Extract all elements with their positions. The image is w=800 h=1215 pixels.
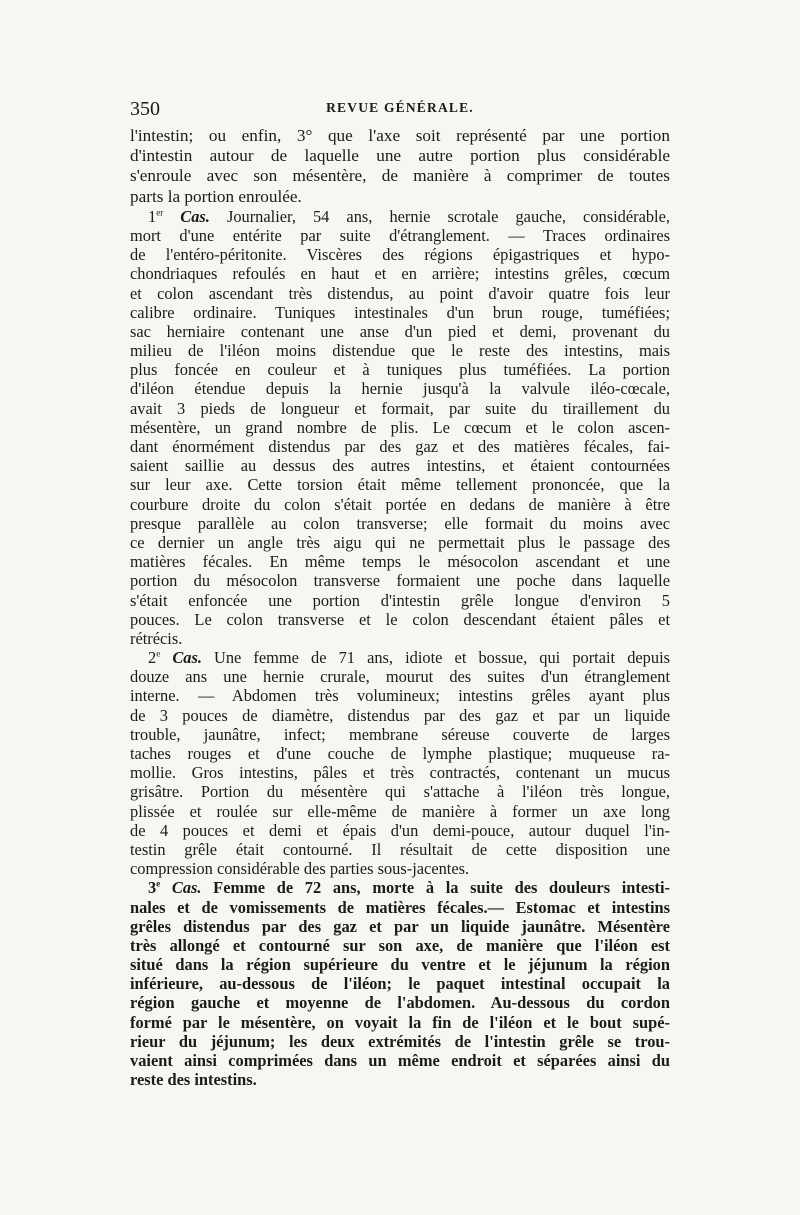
text-line: de l'entéro-péritonite. Viscères des régions épigastriques et hypo- <box>130 245 670 265</box>
page-number: 350 <box>130 98 160 120</box>
text-line: testin grêle était contourné. Il résultait de cette disposition une <box>130 839 670 859</box>
text-line: milieu de l'iléon moins distendue que le reste des intestins, mais <box>130 341 670 361</box>
running-head <box>130 98 670 124</box>
text-line: plissée et roulée sur elle-même de manière à former un axe long <box>130 801 670 821</box>
text-line: s'enroule avec son mésentère, de manière à comprimer de toutes <box>130 166 670 186</box>
text-line: chondriaques refoulés en haut et en arrière; intestins grêles, cœcum <box>130 264 670 284</box>
text-line: d'iléon étendue depuis la hernie jusqu'à la valvule iléo-cœcale, <box>130 379 670 399</box>
text-line: presque parallèle au colon transverse; elle formait du moins avec <box>130 513 670 533</box>
line-text: Journalier, 54 ans, hernie scrotale gauche, considérable, <box>209 206 670 226</box>
text-line: vaient ainsi comprimées dans un même endroit et séparées ainsi du <box>130 1051 670 1070</box>
text-line: interne. — Abdomen très volumineux; intestins grêles ayant plus <box>130 686 670 706</box>
case-suffix: er <box>156 207 164 218</box>
text-line: région gauche et moyenne de l'abdomen. Au-dessous du cordon <box>130 993 670 1013</box>
text-line: très allongé et contourné sur son axe, de manière que l'iléon est <box>130 935 670 955</box>
text-line: dant énormément distendus par des gaz et des matières fécales, fai- <box>130 437 670 456</box>
case-number: 3 <box>148 878 157 898</box>
body-text <box>130 126 670 1089</box>
text-line: et colon ascendant très distendus, au point d'avoir quatre fois leur <box>130 283 670 303</box>
text-line: parts la portion enroulée. <box>130 186 302 206</box>
text-line: de 3 pouces de diamètre, distendus par des gaz et par un liquide <box>130 705 670 725</box>
text-line: rieur du jéjunum; les deux extrémités de l'intestin grêle se trou- <box>130 1031 670 1051</box>
line-text: Femme de 72 ans, morte à la suite des douleurs intesti- <box>201 878 670 898</box>
text-line: inférieure, au-dessous de l'iléon; le paquet intestinal occupait la <box>130 974 670 994</box>
text-line: grêles distendus par des gaz et par un liquide jaunâtre. Mésentère <box>130 916 670 936</box>
text-line: mollie. Gros intestins, pâles et très contractés, contenant un mucus <box>130 763 670 783</box>
text-line: mort d'une entérite par suite d'étranglement. — Traces ordinaires <box>130 225 670 245</box>
text-line: reste des intestins. <box>130 1070 257 1090</box>
case-suffix: e <box>156 878 161 889</box>
paragraph-case-1 <box>130 207 670 648</box>
text-line: l'intestin; ou enfin, 3° que l'axe soit représenté par une portion <box>130 126 670 145</box>
paragraph-case-3 <box>130 878 670 1089</box>
case-suffix: e <box>156 648 161 659</box>
text-line: situé dans la région supérieure du ventre et le jéjunum la région <box>130 955 670 975</box>
text-line: saient saillie au dessus des autres intestins, et étaient contournées <box>130 456 670 476</box>
text-line: taches rouges et d'une couche de lymphe plastique; muqueuse ra- <box>130 744 670 763</box>
text-line: mésentère, un grand nombre de plis. Le cœcum et le colon ascen- <box>130 417 670 437</box>
text-line: trouble, jaunâtre, infect; membrane séreuse couverte de larges <box>130 724 670 744</box>
paragraph-intro <box>130 126 670 207</box>
text-line <box>130 207 670 226</box>
text-line: sur leur axe. Cette torsion était même tellement prononcée, que la <box>130 475 670 495</box>
text-line: pouces. Le colon transverse et le colon descendant étaient pâles et <box>130 609 670 629</box>
case-label: Cas. <box>172 648 202 668</box>
case-label: Cas. <box>180 206 210 226</box>
text-line: douze ans une hernie crurale, mourut des suites d'un étranglement <box>130 667 670 687</box>
text-line: compression considérable des parties sous-jacentes. <box>130 859 470 879</box>
text-line: avait 3 pieds de longueur et formait, par suite du tiraillement du <box>130 398 670 418</box>
text-line: calibre ordinaire. Tuniques intestinales d'un brun rouge, tuméfiées; <box>130 302 670 322</box>
text-line: ce dernier un angle très aigu qui ne permettait plus le passage des <box>130 532 670 552</box>
text-line: matières fécales. En même temps le mésocolon ascendant et une <box>130 552 670 572</box>
text-line <box>130 648 670 667</box>
text-line <box>130 878 670 897</box>
text-line: courbure droite du colon s'était portée en dedans de manière à être <box>130 494 670 514</box>
text-line: sac herniaire contenant une anse d'un pied et demi, provenant du <box>130 321 670 341</box>
paragraph-case-2 <box>130 648 670 878</box>
line-text: Une femme de 71 ans, idiote et bossue, qui portait depuis <box>201 648 670 668</box>
text-line: nales et de vomissements de matières fécales.— Estomac et intestins <box>130 897 670 917</box>
text-line: portion du mésocolon transverse formaient une poche dans laquelle <box>130 571 670 591</box>
text-line: grisâtre. Portion du mésentère qui s'attache à l'iléon très longue, <box>130 782 670 802</box>
text-line: d'intestin autour de laquelle une autre portion plus considérable <box>130 146 670 166</box>
case-label: Cas. <box>171 878 202 898</box>
running-title: REVUE GÉNÉRALE. <box>326 100 474 115</box>
text-line: rétrécis. <box>130 628 183 648</box>
text-line: formé par le mésentère, on voyait la fin de l'iléon et le bout supé- <box>130 1012 670 1032</box>
text-line: de 4 pouces et demi et épais d'un demi-pouce, autour duquel l'in- <box>130 820 670 840</box>
page <box>130 98 670 1089</box>
text-line: plus foncée en couleur et à tuniques plus tuméfiées. La portion <box>130 360 670 380</box>
case-number: 1 <box>148 206 157 226</box>
text-line: s'était enfoncée une portion d'intestin grêle longue d'environ 5 <box>130 590 670 610</box>
case-number: 2 <box>148 648 157 668</box>
